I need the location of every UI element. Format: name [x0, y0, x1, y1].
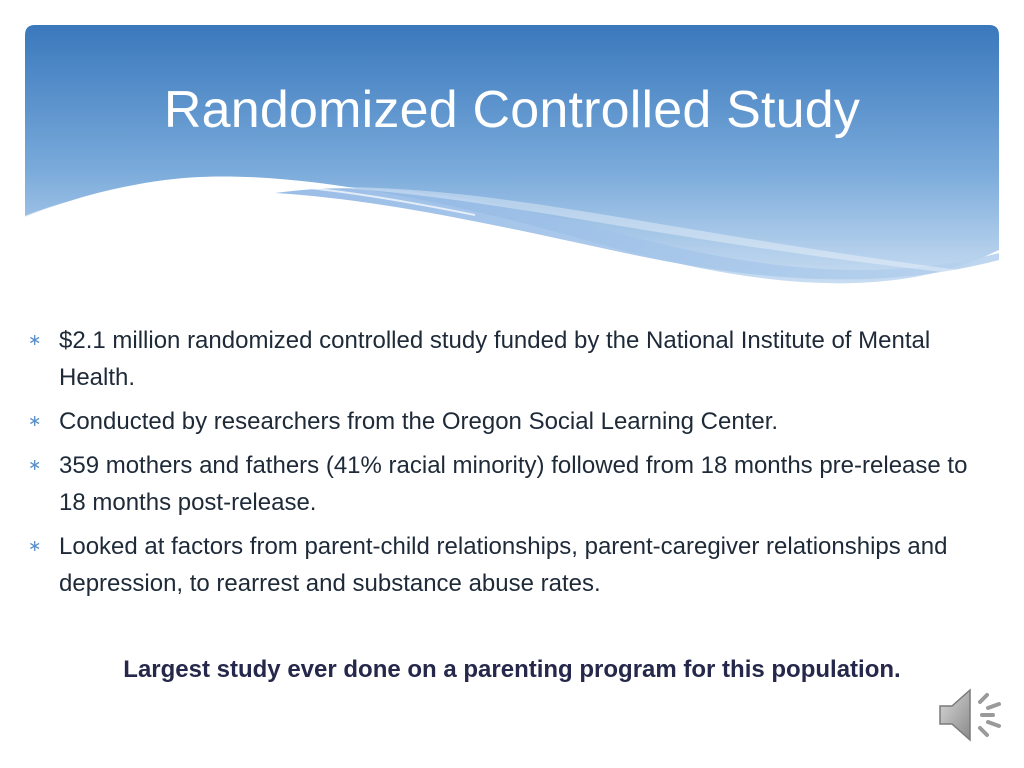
- bullet-text: Looked at factors from parent-child relationships, parent-caregiver relationships and depression, to rearrest and substance abuse rates.: [59, 533, 948, 597]
- bullet-asterisk-icon: ∗: [28, 332, 42, 349]
- bullet-item: [28, 528, 998, 602]
- speaker-icon[interactable]: [936, 682, 1006, 748]
- bullet-item: [28, 322, 998, 396]
- slide-title: Randomized Controlled Study: [163, 81, 861, 139]
- bullet-list: [28, 322, 998, 609]
- bullet-item: [28, 447, 998, 521]
- bullet-asterisk-icon: ∗: [28, 538, 42, 555]
- bullet-asterisk-icon: ∗: [28, 457, 42, 474]
- bullet-text: 359 mothers and fathers (41% racial minority) followed from 18 months pre-release to 18 months post-release.: [59, 452, 968, 516]
- bullet-text: $2.1 million randomized controlled study funded by the National Institute of Mental Health.: [59, 327, 931, 391]
- title-banner: [25, 25, 999, 285]
- bullet-asterisk-icon: ∗: [28, 413, 42, 430]
- bullet-text: Conducted by researchers from the Oregon Social Learning Center.: [59, 408, 779, 435]
- bullet-item: [28, 403, 998, 440]
- banner-wave-graphic: [25, 25, 999, 285]
- emphasis-statement: Largest study ever done on a parenting program for this population.: [123, 656, 901, 683]
